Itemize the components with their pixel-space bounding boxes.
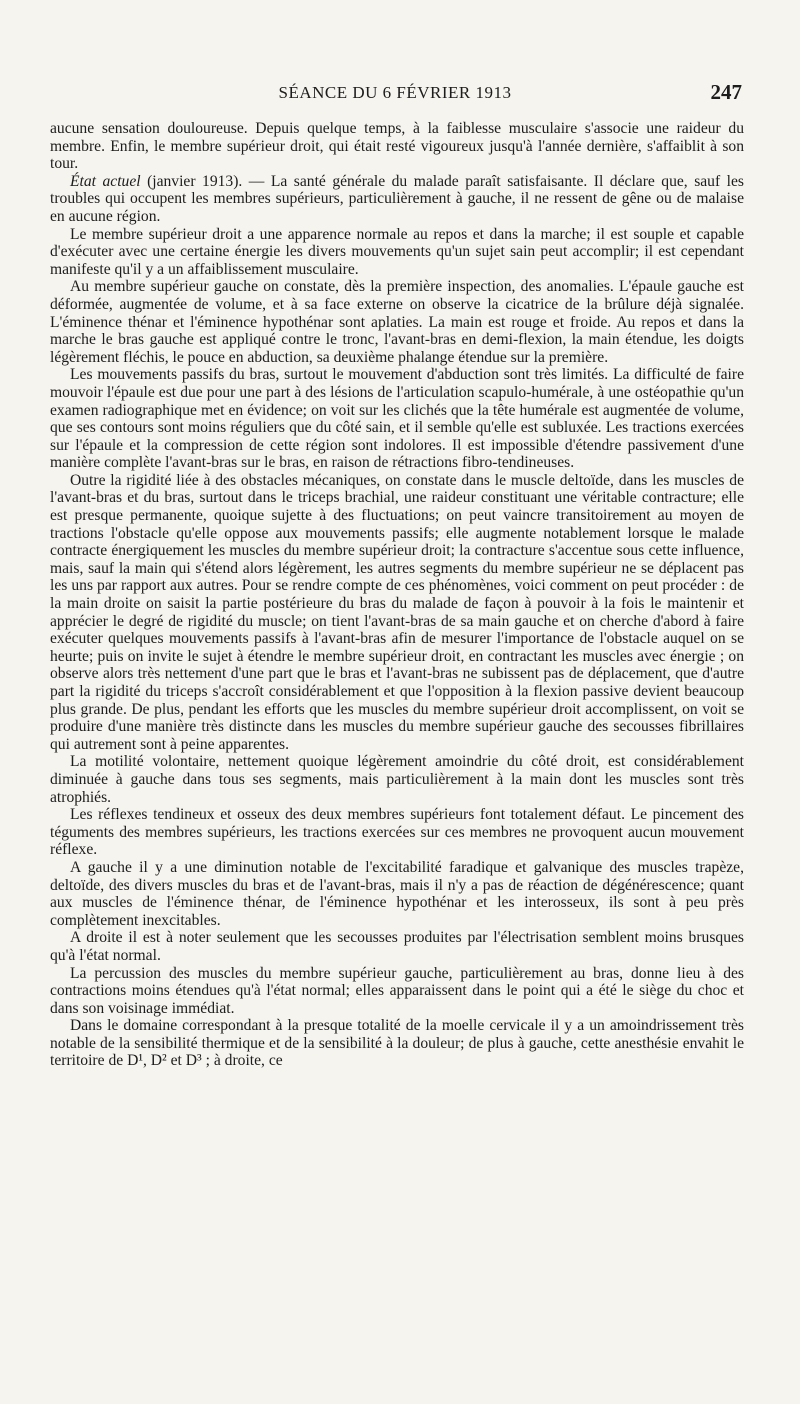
- paragraph-text: A gauche il y a une diminution notable de l'excitabilité faradique et galvanique des muscles trapèze, deltoïde, des divers muscles du bras et de l'avant-bras, mais il n'y a pas de réaction de dégénérescence; quant aux muscles de l'éminence thénar, de l'éminence hypothénar et les interosseux, ils sont à peu près complètement inexcitables.: [50, 858, 744, 929]
- paragraph: [50, 806, 744, 859]
- paragraph-text: La percussion des muscles du membre supérieur gauche, particulièrement au bras, donne lieu à des contractions moins étendues qu'à l'état normal; elles apparaissent dans le point qui a été le siège du choc et dans son voisinage immédiat.: [50, 964, 744, 1017]
- page-number: 247: [710, 80, 742, 104]
- paragraph-text: (janvier 1913). — La santé générale du malade paraît satisfaisante. Il déclare que, sauf les troubles qui occupent les membres supérieurs, particulièrement à gauche, il ne ressent de gêne ou de malaise en aucune région.: [50, 172, 744, 225]
- paragraph-text: Dans le domaine correspondant à la presque totalité de la moelle cervicale il y a un amoindrissement très notable de la sensibilité thermique et de la sensibilité à la douleur; de plus à gauche, cette anesthésie envahit le territoire de D¹, D² et D³ ; à droite, ce: [50, 1017, 744, 1070]
- paragraph-text: Les mouvements passifs du bras, surtout le mouvement d'abduction sont très limités. La difficulté de faire mouvoir l'épaule est due pour une part à des lésions de l'articulation scapulo-humérale, à une ostéopathie qu'un examen radiographique met en évidence; on voit sur les clichés que la tête humérale est augmentée de volume, que ses contours sont moins réguliers que du côté sain, et il semble qu'elle est subluxée. Les tractions exercées sur l'épaule et la compression de cette région sont indolores. Il est impossible d'étendre passivement d'une manière complète l'avant-bras sur le bras, en raison de rétractions fibro-tendineuses.: [50, 366, 744, 472]
- paragraph-text: Le membre supérieur droit a une apparence normale au repos et dans la marche; il est souple et capable d'exécuter avec une certaine énergie les divers mouvements qu'un sujet sain peut accomplir; il est cependant manifeste qu'il y a un affaiblissement musculaire.: [50, 225, 744, 278]
- paragraph-text: La motilité volontaire, nettement quoique légèrement amoindrie du côté droit, est considérablement diminuée à gauche dans tous ses segments, mais particulièrement à la main dont les muscles sont très atrophiés.: [50, 753, 744, 806]
- paragraph: [50, 278, 744, 366]
- paragraph: [50, 226, 744, 279]
- paragraph: [50, 366, 744, 472]
- paragraph-text: A droite il est à noter seulement que les secousses produites par l'électrisation semblent moins brusques qu'à l'état normal.: [50, 929, 744, 964]
- paragraph-text: Au membre supérieur gauche on constate, dès la première inspection, des anomalies. L'épaule gauche est déformée, augmentée de volume, et à sa face externe on observe la cicatrice de la brûlure déjà signalée. L'éminence thénar et l'éminence hypothénar sont aplaties. La main est rouge et froide. Au repos et dans la marche le bras gauche est appliqué contre le tronc, l'avant-bras en demi-flexion, la main étendue, les doigts légèrement fléchis, le pouce en abduction, sa deuxième phalange étendue sur la première.: [50, 278, 744, 366]
- page-header: [48, 80, 742, 110]
- paragraph: [50, 859, 744, 929]
- paragraph: [50, 965, 744, 1018]
- paragraph-text: aucune sensation douloureuse. Depuis quelque temps, à la faiblesse musculaire s'associe une raideur du membre. Enfin, le membre supérieur droit, qui était resté vigoureux jusqu'à l'année dernière, s'affaiblit à son tour.: [50, 120, 744, 173]
- paragraph-text: Outre la rigidité liée à des obstacles mécaniques, on constate dans le muscle deltoïde, dans les muscles de l'avant-bras et du bras, surtout dans le triceps brachial, une raideur constituant une véritable contracture; elle est presque permanente, quoique sujette à des fluctuations; on peut vaincre transitoirement au moyen de tractions l'obstacle qu'elle oppose aux mouvements passifs; elle augmente notablement lorsque le malade contracte énergiquement les muscles du membre supérieur droit; la contracture s'accentue sous cette influence, mais, sauf la main qui s'étend alors légèrement, les autres segments du membre supérieur ne se déplacent pas les uns par rapport aux autres. Pour se rendre compte de ces phénomènes, voici comment on peut procéder : de la main droite on saisit la partie postérieure du bras du malade de façon à pouvoir à la fois le maintenir et apprécier le degré de rigidité du muscle; on tient l'avant-bras de sa main gauche et on cherche d'abord à faire exécuter quelques mouvements passifs à l'avant-bras afin de mesurer l'importance de l'obstacle auquel on se heurte; puis on invite le sujet à étendre le membre supérieur droit, en contractant les muscles avec énergie ; on observe alors très nettement d'une part que le bras et l'avant-bras ne subissent pas de déplacement, que d'autre part la rigidité du triceps s'accroît considérablement et que l'opposition à la flexion passive devient beaucoup plus grande. De plus, pendant les efforts que les muscles du membre supérieur droit accomplissent, on voit se produire d'une manière très distincte dans les muscles du membre supérieur gauche des secousses fibrillaires qui autrement sont à peine apparentes.: [50, 471, 744, 753]
- paragraph: [50, 173, 744, 226]
- paragraph: [50, 472, 744, 754]
- paragraph: [50, 120, 744, 173]
- running-title: SÉANCE DU 6 FÉVRIER 1913: [278, 83, 512, 102]
- paragraph-text: Les réflexes tendineux et osseux des deux membres supérieurs font totalement défaut. Le pincement des téguments des membres supérieurs, les tractions exercées sur ces membres ne provoquent aucun mouvement réflexe.: [50, 806, 744, 859]
- body-text: [50, 120, 744, 1070]
- paragraph: [50, 1017, 744, 1070]
- paragraph-lead: État actuel: [70, 172, 141, 190]
- paragraph: [50, 753, 744, 806]
- paragraph: [50, 929, 744, 964]
